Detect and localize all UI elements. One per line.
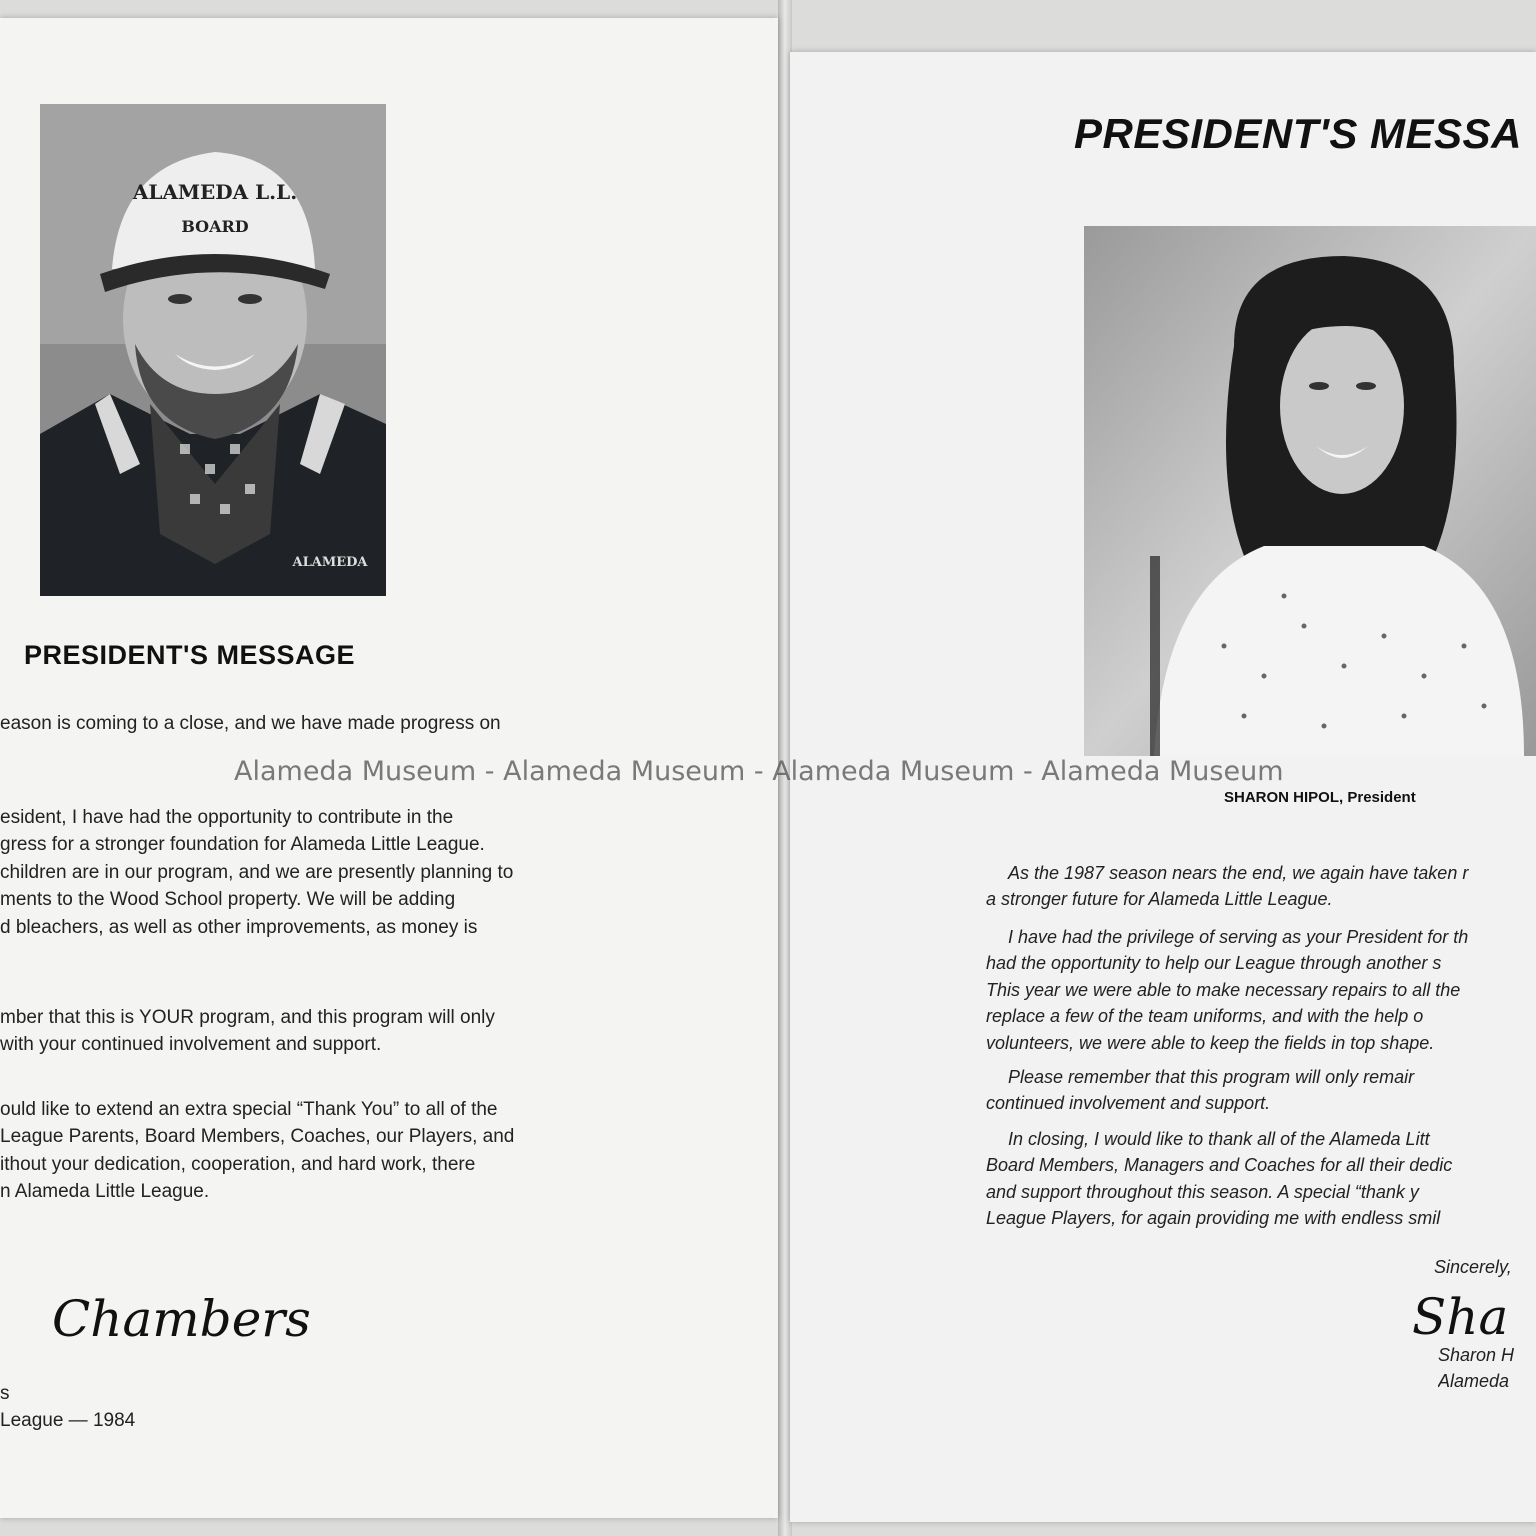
left-line: League Parents, Board Members, Coaches, our Players, and xyxy=(0,1126,515,1148)
left-paragraph-4 xyxy=(0,1096,570,1206)
right-paragraph-2 xyxy=(986,924,1536,1056)
cap-lettering-top: ALAMEDA L.L. xyxy=(132,180,298,204)
right-signature: Sha xyxy=(1412,1288,1509,1346)
right-line: replace a few of the team uniforms, and with the help o xyxy=(986,1006,1424,1027)
left-line: ments to the Wood School property. We will be adding xyxy=(0,889,456,911)
left-sign-text: s xyxy=(0,1383,10,1404)
left-line: with your continued involvement and support. xyxy=(0,1034,382,1056)
left-page-heading: PRESIDENT'S MESSAGE xyxy=(24,640,355,670)
right-sign-org: Alameda xyxy=(1438,1371,1510,1392)
right-line: This year we were able to make necessary repairs to all the xyxy=(986,979,1461,1000)
right-page-heading: PRESIDENT'S MESSA xyxy=(1074,110,1522,157)
closing-text xyxy=(1434,1254,1536,1280)
right-line: continued involvement and support. xyxy=(986,1093,1271,1114)
right-paragraph-3 xyxy=(986,1064,1536,1117)
left-paragraph-1 xyxy=(0,710,570,737)
left-sign-text: League — 1984 xyxy=(0,1410,136,1432)
right-line: I have had the privilege of serving as your President for th xyxy=(1008,927,1469,947)
left-line: children are in our program, and we are presently planning to xyxy=(0,861,514,883)
left-line: ould like to extend an extra special “Thank You” to all of the xyxy=(0,1099,498,1120)
left-line: esident, I have had the opportunity to contribute in the xyxy=(0,807,454,828)
right-line: and support throughout this season. A special “thank y xyxy=(986,1181,1419,1202)
jacket-patch-text: ALAMEDA xyxy=(292,555,368,570)
left-line: n Alameda Little League. xyxy=(0,1181,210,1203)
left-paragraph-2 xyxy=(0,804,570,941)
caption-name: SHARON HIPOL xyxy=(1224,789,1340,806)
museum-watermark: Alameda Museum - Alameda Museum - Alameda Museum - Alameda Museum xyxy=(234,756,1284,787)
caption-title: , President xyxy=(1339,789,1416,806)
right-paragraph-4 xyxy=(986,1126,1536,1232)
right-sign-name: Sharon H xyxy=(1438,1345,1515,1365)
right-paragraph-1 xyxy=(986,860,1536,913)
right-line: had the opportunity to help our League through another s xyxy=(986,953,1442,974)
photo-woman xyxy=(1084,226,1536,756)
left-line: d bleachers, as well as other improvements, as money is xyxy=(0,916,478,938)
right-line: In closing, I would like to thank all of the Alameda Litt xyxy=(1008,1129,1430,1149)
photo-man-in-cap xyxy=(40,104,386,596)
portrait-illustration-woman xyxy=(1084,226,1536,756)
left-line: gress for a stronger foundation for Alameda Little League. xyxy=(0,834,485,856)
right-line: League Players, for again providing me with endless smil xyxy=(986,1208,1441,1229)
right-line: a stronger future for Alameda Little League. xyxy=(986,889,1333,910)
right-sign-block xyxy=(1438,1342,1536,1395)
right-line: volunteers, we were able to keep the fields in top shape. xyxy=(986,1032,1435,1053)
right-line: Please remember that this program will only remair xyxy=(1008,1067,1415,1087)
photo-caption xyxy=(1224,789,1416,806)
closing-line: Sincerely, xyxy=(1434,1257,1512,1277)
right-page xyxy=(790,52,1536,1522)
left-line: ithout your dedication, cooperation, and hard work, there xyxy=(0,1153,476,1175)
right-line: As the 1987 season nears the end, we again have taken r xyxy=(1008,863,1469,883)
right-line: Board Members, Managers and Coaches for all their dedic xyxy=(986,1155,1453,1176)
left-line: eason is coming to a close, and we have made progress on xyxy=(0,713,501,734)
left-sign-line-1 xyxy=(0,1380,300,1435)
left-paragraph-3 xyxy=(0,1004,570,1059)
left-line: mber that this is YOUR program, and this program will only xyxy=(0,1007,495,1028)
cap-lettering-bottom: BOARD xyxy=(181,217,249,236)
portrait-illustration-man xyxy=(40,104,386,596)
left-signature: Chambers xyxy=(52,1290,311,1348)
